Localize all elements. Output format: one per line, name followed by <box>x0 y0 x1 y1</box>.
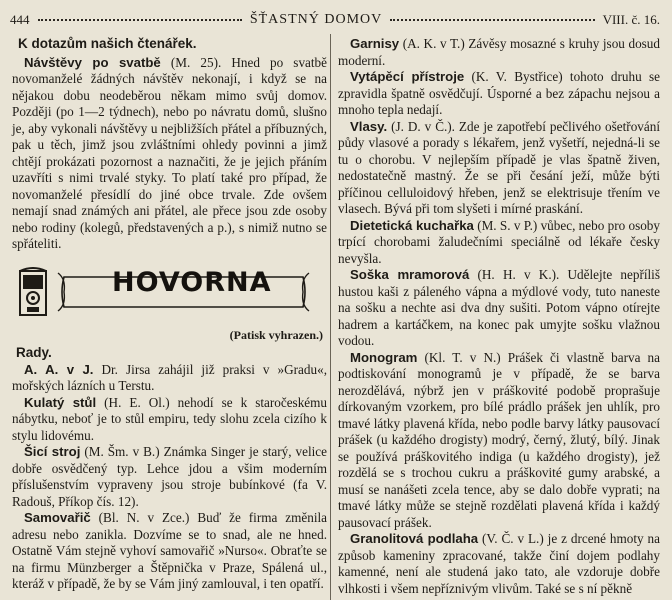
entry-5 <box>338 350 660 532</box>
issue-label: VIII. č. 16. <box>602 12 660 27</box>
entry-keyword: Vlasy. <box>350 118 388 134</box>
entry-keyword: Garnisy <box>350 36 400 51</box>
entry-text: (H. E. Ol.) nehodí se k staročeskému nábytku, neboť je to stůl empiru, tedy slohu zcela cizího k stylu lidovému. <box>12 394 327 443</box>
entry-2 <box>338 119 660 218</box>
entry-3 <box>12 510 327 593</box>
journal-title: ŠŤASTNÝ DOMOV <box>249 12 383 27</box>
column-divider <box>330 34 331 600</box>
entry-text: (Bl. N. v Zce.) Buď že firma změnila adresu nebo zanikla. Dozvíme se to snad, ale ne hned. Ostatně Vám stejně vyhoví samovařič »Nurso«. Obraťte se na firmu Münzberger a Štěpnička v Praze, Spálená ul., kteráž v případě, že by se Vám jiný zamlouval, i ten opatří. <box>12 510 327 591</box>
entry-keyword: Návštěvy po svatbě <box>24 54 161 70</box>
page-header <box>10 12 660 28</box>
entry-4 <box>338 267 660 350</box>
header-dotted-rule-right <box>390 19 594 21</box>
logo-wordmark: HOVORNA <box>112 266 272 298</box>
entry-text: (M. Šm. v B.) Známka Singer je starý, velice dobře osvědčený typ. Lehce jdou a všim moderním příslušenstvím vypraveny jsou stroje bubínkové (fa V. Radouš, Příkop čís. 12). <box>12 444 328 509</box>
rady-heading: Rady. <box>16 345 52 360</box>
entry-keyword: Soška mramorová <box>350 267 470 282</box>
hovorna-logo <box>12 263 327 325</box>
entry-text: (Kl. T. v N.) Prášek či vlastně barva na podtiskování monogramů je v případě, že se barva nerozdělává, nýbrž jen v práškovité podobě proprašuje dírkovaným vzorkem, pro bílé prádlo prášek jen uhlík, pro tmavé látky plavená křída, nebo podle barvy látky pausovací prášek (u každého drogisty) modrý, černý, žlutý, bílý. Jinak se používá práškovitého indiga (u každého drogisty), jež rozdělá se s trochou cukru a práškovité gumy arabské, a musí se nanášeti zcela tence, aby se dalo dobře vyprati; na tmavé látky může se stejně rozdělati plavená křída i každý pausovací prášek. <box>338 349 660 530</box>
entry-keyword: Monogram <box>350 349 418 365</box>
entry-1 <box>12 395 327 445</box>
section-title: K dotazům našich čtenářek. <box>18 36 197 51</box>
entry-text: (M. S. v P.) vůbec, nebo pro osoby trpící chorobami žaludečními speciálně od lékaře česky nevyšla. <box>338 217 660 266</box>
header-dotted-rule-left <box>38 19 242 21</box>
entry-3 <box>338 218 660 268</box>
left-column <box>12 36 327 593</box>
entry-keyword: A. A. v J. <box>24 361 94 377</box>
entry-keyword: Kulatý stůl <box>24 394 97 410</box>
entry-0 <box>12 362 327 395</box>
copyright-note: (Patisk vyhrazen.) <box>229 327 323 342</box>
entry-2 <box>12 444 327 510</box>
entry-1 <box>338 69 660 119</box>
right-column <box>338 36 660 597</box>
entry-0 <box>12 55 327 253</box>
entry-keyword: Dietetická kuchařka <box>350 217 474 233</box>
entry-text: (V. Č. v L.) je z drcené hmoty na způsob kameniny zpracované, takže činí dojem podlahy kamenné, není ale studená jako tato, ale vzdoruje dobře vlhkosti i všem nepříznivým vlivům. Také se s ní pěkně <box>338 531 660 596</box>
entry-text: (H. H. v K.). Udělejte nepříliš hustou kaši z páleného vápna a mýdlové vody, tuto naneste na sošku a nechte asi dva dny sušiti. Potom vápno otírejte hadrem a kartáčkem, na konec pak umyjte sošku vlažnou vodou. <box>338 267 660 348</box>
entry-0 <box>338 36 660 69</box>
entry-keyword: Vytápěcí přístroje <box>350 69 465 84</box>
entry-keyword: Samovařič <box>24 510 91 525</box>
telephone-icon <box>18 265 48 319</box>
entry-keyword: Šicí stroj <box>24 444 81 459</box>
entry-text: (M. 25). Hned po svatbě novomanželé žádných návštěv nekonají, i když se na nějakou dobu neodeběrou někam mimo svůj domov. Později (po 1—2 týdnech), nebo po návratu domů, slušno je, aby vykonali návštěvy u nejbližších přátel a příbuzných, pak u těch, jimž jsou zvláštními ohledy povinni a jimž chtějí prokázati pozornost a naznačiti, že je jejich přáním uzavříti s nimi trvalé styky. To platí také pro případ, že novomanželé přesídlí do jiné obce trvale. Zde ovšem nemají snad známých ani přátel, ale přece jsou zde osoby nebo rodiny (kolegů, představených a p.), s nimiž nutno se spřáteliti. <box>12 54 327 251</box>
entry-6 <box>338 531 660 597</box>
page-number: 444 <box>10 12 30 27</box>
entry-text: (J. D. v Č.). Zde je zapotřebí pečlivého ošetřování půdy vlasové a porady s lékařem, jenž vyšetří, nejedná-li se tu o chorobu. V nejlepším případě je vlas špatně živen, nedostatečně mastný. Že se při česání ježí, může býti příčinou celluloidový hřeben, jenž se elektrisuje třením ve vlasech. Bývá při tom slyšeti i mírné praskání. <box>338 118 660 216</box>
entry-text: (A. K. v T.) Závěsy mosazné s kruhy jsou dosud moderní. <box>338 36 660 68</box>
entry-text: Dr. Jirsa zahájil již praksi v »Gradu«, mořských lázních u Terstu. <box>12 361 327 393</box>
entry-keyword: Granolitová podlaha <box>350 531 479 546</box>
entry-text: (K. V. Bystřice) tohoto druhu se zpravidla špatně osvědčují. Úsporné a bez zápachu nejsou a mnoho tepla nedají. <box>338 69 660 117</box>
